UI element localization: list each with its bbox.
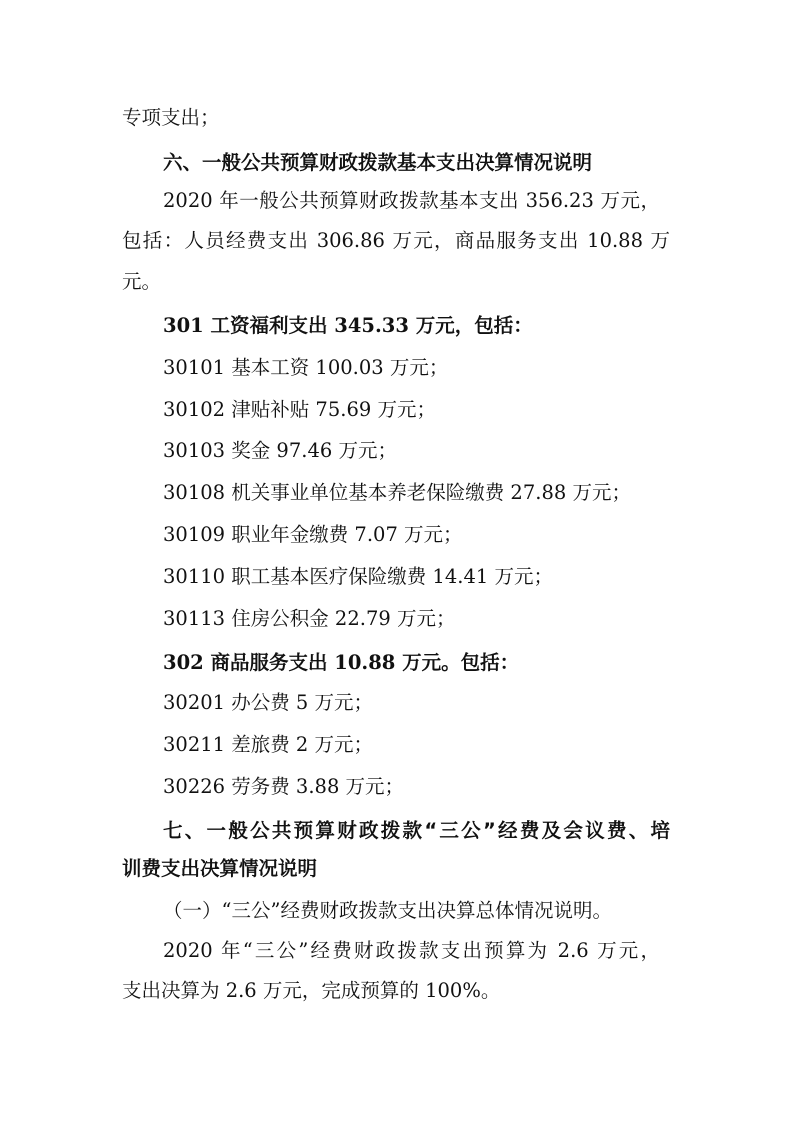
paragraph-line: 元。 (122, 270, 162, 293)
section-heading-7-cont: 训费支出决算情况说明 (122, 857, 318, 880)
list-item: 30103 奖金 97.46 万元； (163, 439, 397, 462)
list-item: 30108 机关事业单位基本养老保险缴费 27.88 万元； (163, 481, 631, 504)
paragraph-line: 包括：人员经费支出 306.86 万元，商品服务支出 10.88 万 (122, 229, 670, 252)
list-item: 30110 职工基本医疗保险缴费 14.41 万元； (163, 565, 553, 588)
paragraph-line: 支出决算为 2.6 万元，完成预算的 100%。 (122, 979, 501, 1002)
section-heading-6: 六、一般公共预算财政拨款基本支出决算情况说明 (163, 151, 593, 174)
text-line-continuation: 专项支出； (122, 106, 220, 129)
list-item: 30226 劳务费 3.88 万元； (163, 775, 405, 798)
list-item: 30101 基本工资 100.03 万元； (163, 356, 449, 379)
list-item: 30113 住房公积金 22.79 万元； (163, 607, 456, 630)
section-heading-7: 七、一般公共预算财政拨款“三公”经费及会议费、培 (163, 819, 670, 842)
paragraph-heading: （一）“三公”经费财政拨款支出决算总体情况说明。 (163, 899, 612, 922)
subsection-heading-302: 302 商品服务支出 10.88 万元。包括： (163, 651, 520, 674)
list-item: 30211 差旅费 2 万元； (163, 733, 374, 756)
list-item: 30201 办公费 5 万元； (163, 691, 374, 714)
paragraph-line: 2020 年一般公共预算财政拨款基本支出 356.23 万元， (163, 189, 660, 212)
paragraph-line: 2020 年“三公”经费财政拨款支出预算为 2.6 万元， (163, 939, 660, 962)
list-item: 30102 津贴补贴 75.69 万元； (163, 398, 436, 421)
list-item: 30109 职业年金缴费 7.07 万元； (163, 523, 463, 546)
subsection-heading-301: 301 工资福利支出 345.33 万元，包括： (163, 314, 533, 337)
